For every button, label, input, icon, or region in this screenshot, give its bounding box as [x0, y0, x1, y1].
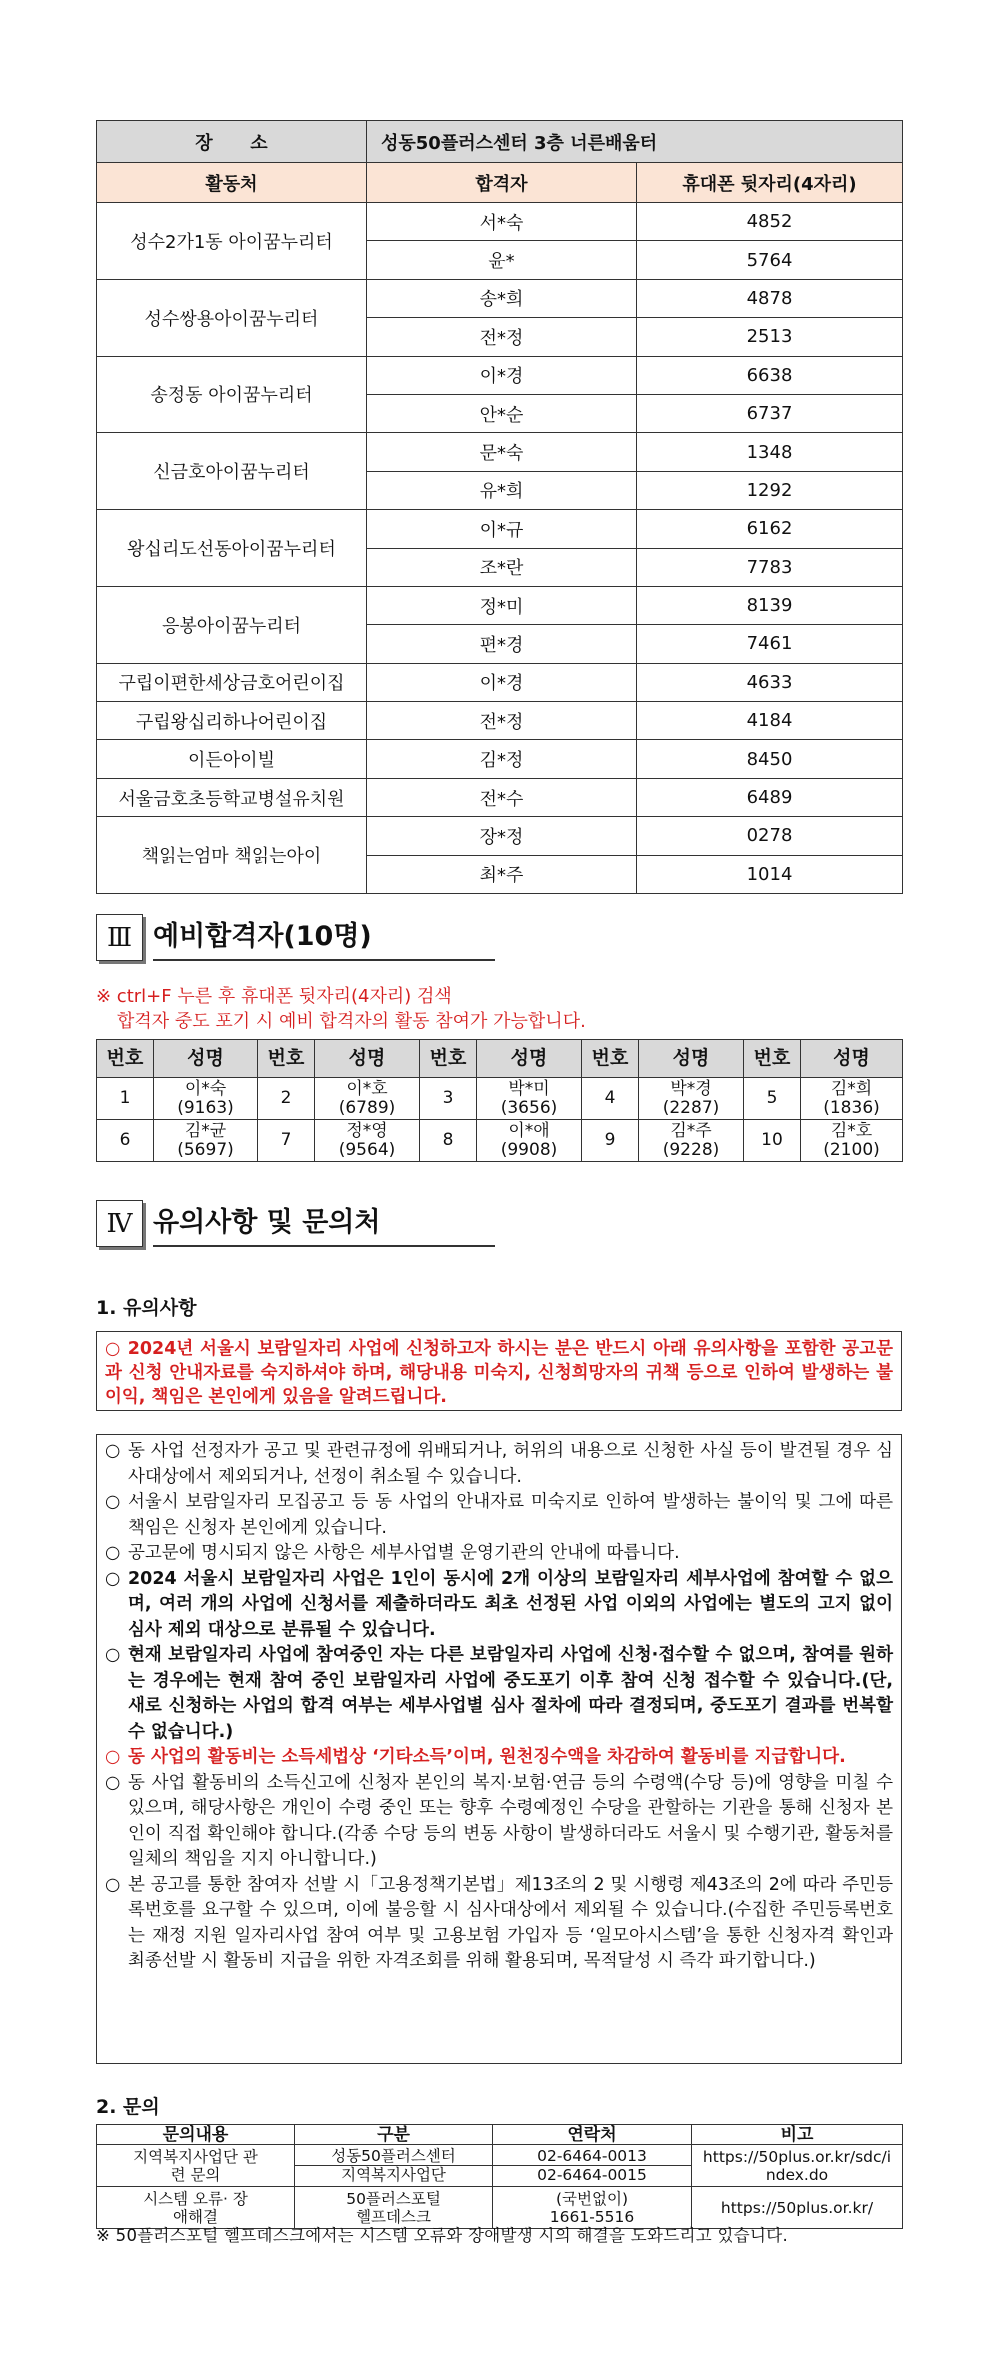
org-name: 구립이편한세상금호어린이집: [97, 663, 367, 701]
reserve-header-no: 번호: [582, 1040, 639, 1078]
section-4-number: Ⅳ: [96, 1200, 143, 1247]
section-4-title: 유의사항 및 문의처: [153, 1201, 495, 1247]
phone-suffix: 1292: [637, 471, 903, 509]
phone-suffix: 4878: [637, 279, 903, 317]
phone-suffix: 2513: [637, 318, 903, 356]
section-3-title: 예비합격자(10명): [153, 915, 495, 961]
reserve-no: 10: [744, 1120, 801, 1162]
person-name: 이*규: [367, 510, 637, 548]
org-name: 송정동 아이꿈누리터: [97, 356, 367, 433]
person-name: 유*희: [367, 471, 637, 509]
section-4-header: [96, 1200, 495, 1247]
person-name: 전*정: [367, 318, 637, 356]
reserve-name: 이*애: [508, 1120, 550, 1141]
phone-suffix: 0278: [637, 817, 903, 855]
notice-text: 본 공고를 통한 참여자 선발 시「고용정책기본법」제13조의 2 및 시행령 제43조의 2에 따라 주민등록번호를 요구할 수 있으며, 이에 불응할 시 심사대상에서 제외될 수 있습니다.(수집한 주민등록번호는 재정 지원 일자리사업 참여 여부 및 고용보험 가입자 등 ‘일모아시스템’을 통한 신청자격 확인과 최종선발 시 활동비 지급을 위한 자격조회를 위해 활용되며, 목적달성 시 즉각 파기합니다.): [128, 1874, 893, 1971]
reserve-person: [315, 1120, 420, 1162]
reserve-phone-suffix: (3656): [500, 1097, 558, 1118]
bullet-icon: ○: [105, 1874, 121, 1895]
person-name: 이*경: [367, 663, 637, 701]
org-name: 성수2가1동 아이꿈누리터: [97, 203, 367, 280]
reserve-name: 이*숙: [184, 1078, 227, 1099]
placement-row: [97, 778, 903, 816]
section-3-number: Ⅲ: [96, 914, 143, 961]
reserve-phone-suffix: (5697): [177, 1139, 234, 1160]
placement-row: [97, 203, 903, 241]
notice-text: 2024 서울시 보람일자리 사업은 1인이 동시에 2개 이상의 보람일자리 세부사업에 참여할 수 없으며, 여러 개의 사업에 신청서를 제출하더라도 최초 선정된 사업 이외의 사업에는 별도의 고지 없이 심사 제외 대상으로 분류될 수 있습니다.: [128, 1568, 893, 1640]
contact-div-2-text: 50플러스포털 헬프데스크: [346, 2189, 441, 2226]
contact-heading: 2. 문의: [96, 2096, 160, 2118]
person-name: 윤*: [367, 241, 637, 279]
section-3-header: [96, 914, 495, 961]
reserve-no: 5: [744, 1078, 801, 1120]
reserve-no: 2: [258, 1078, 315, 1120]
reserve-row: [97, 1078, 903, 1120]
reserve-name: 김*희: [830, 1078, 873, 1099]
bullet-icon: ○: [105, 1441, 121, 1461]
person-name: 이*경: [367, 356, 637, 394]
reserve-phone-suffix: (1836): [823, 1097, 880, 1118]
contact-content-1: [97, 2145, 295, 2187]
placement-row: [97, 702, 903, 740]
org-name: 서울금호초등학교병설유치원: [97, 778, 367, 816]
reserve-person: [315, 1078, 420, 1120]
contact-header-tel: 연락처: [493, 2125, 692, 2145]
reserve-no: 4: [582, 1078, 639, 1120]
person-name: 전*수: [367, 778, 637, 816]
reserve-phone-suffix: (9163): [177, 1097, 234, 1118]
person-name: 문*숙: [367, 433, 637, 471]
notice-item: [105, 1490, 893, 1541]
notices-heading: 1. 유의사항: [96, 1297, 197, 1319]
notice-item: [105, 1745, 893, 1771]
reserve-name: 박*경: [670, 1078, 712, 1099]
notice-item: [105, 1771, 893, 1873]
notice-list: [96, 1434, 902, 2064]
contact-header-content: 문의내용: [97, 2125, 295, 2145]
notice-item: [105, 1873, 893, 1975]
contact-footnote: ※ 50플러스포털 헬프데스크에서는 시스템 오류와 장애발생 시의 해결을 도와드리고 있습니다.: [96, 2226, 789, 2245]
contact-tel-1: [493, 2145, 692, 2187]
contact-tel-2a: (국번없이): [556, 2189, 628, 2208]
person-name: 편*경: [367, 625, 637, 663]
reserve-person: [639, 1120, 744, 1162]
org-name: 구립왕십리하나어린이집: [97, 702, 367, 740]
reserve-header-no: 번호: [744, 1040, 801, 1078]
org-name: 이든아이빌: [97, 740, 367, 778]
contact-link-1[interactable]: https://50plus.or.kr/sdc/index.do: [702, 2147, 892, 2184]
reserve-phone-suffix: (2287): [662, 1097, 720, 1118]
reserve-header-no: 번호: [97, 1040, 154, 1078]
reserve-no: 8: [420, 1120, 477, 1162]
bullet-icon: ○: [105, 1543, 121, 1563]
bullet-icon: ○: [105, 1747, 121, 1767]
reserve-note-line1: ※ ctrl+F 누른 후 휴대폰 뒷자리(4자리) 검색: [96, 986, 452, 1007]
contact-header-note: 비고: [692, 2125, 903, 2145]
reserve-person: [154, 1120, 258, 1162]
contact-header-div: 구분: [295, 2125, 493, 2145]
reserve-person: [639, 1078, 744, 1120]
placement-row: [97, 279, 903, 317]
org-name: 신금호아이꿈누리터: [97, 433, 367, 510]
person-name: 최*주: [367, 855, 637, 893]
reserve-person: [477, 1078, 582, 1120]
reserve-phone-suffix: (2100): [823, 1139, 880, 1160]
reserve-no: 9: [582, 1120, 639, 1162]
notice-item: [105, 1541, 893, 1567]
header-person: 합격자: [367, 163, 637, 203]
notice-text: 동 사업 활동비의 소득신고에 신청자 본인의 복지·보험·연금 등의 수령액(수당 등)에 영향을 미칠 수 있으며, 해당사항은 개인이 수령 중인 또는 향후 수령예정인 수당을 관할하는 기관을 통해 신청자 본인이 직접 확인해야 합니다.(각종 수당 등의 변동 사항이 발생하더라도 서울시 및 수행기관, 활동처를 일체의 책임을 지지 아니합니다.): [128, 1772, 893, 1869]
reserve-name: 김*호: [830, 1120, 873, 1141]
person-name: 정*미: [367, 586, 637, 624]
placement-row: [97, 510, 903, 548]
reserve-note: [96, 984, 586, 1034]
reserve-person: [154, 1078, 258, 1120]
person-name: 서*숙: [367, 203, 637, 241]
reserve-header-name: 성명: [639, 1040, 744, 1078]
reserve-person: [801, 1078, 903, 1120]
phone-suffix: 4184: [637, 702, 903, 740]
warning-text: 2024년 서울시 보람일자리 사업에 신청하고자 하시는 분은 반드시 아래 유의사항을 포함한 공고문과 신청 안내자료를 숙지하셔야 하며, 해당내용 미숙지, 신청희망자의 귀책 등으로 인하여 발생하는 불이익, 책임은 본인에게 있음을 알려드립니다.: [105, 1339, 893, 1407]
phone-suffix: 1348: [637, 433, 903, 471]
reserve-person: [477, 1120, 582, 1162]
phone-suffix: 6638: [637, 356, 903, 394]
notice-text: 공고문에 명시되지 않은 사항은 세부사업별 운영기관의 안내에 따릅니다.: [128, 1543, 680, 1563]
contact-content-2-text: 시스템 오류· 장애해결: [143, 2189, 248, 2226]
phone-suffix: 6737: [637, 394, 903, 432]
org-name: 응봉아이꿈누리터: [97, 586, 367, 663]
contact-div-1a: 성동50플러스센터: [295, 2147, 492, 2166]
contact-table: [96, 2124, 903, 2229]
warning-box: [96, 1331, 902, 1411]
reserve-person: [801, 1120, 903, 1162]
place-label: 장 소: [97, 121, 367, 163]
notice-item: [105, 1567, 893, 1644]
org-name: 책읽는엄마 책읽는아이: [97, 817, 367, 894]
header-org: 활동처: [97, 163, 367, 203]
reserve-row: [97, 1120, 903, 1162]
contact-link-2[interactable]: https://50plus.or.kr/: [720, 2198, 874, 2217]
reserve-header-name: 성명: [801, 1040, 903, 1078]
reserve-name: 김*주: [670, 1120, 712, 1141]
reserve-phone-suffix: (9228): [662, 1139, 720, 1160]
reserve-no: 1: [97, 1078, 154, 1120]
notice-text: 동 사업의 활동비는 소득세법상 ‘기타소득’이며, 원천징수액을 차감하여 활동비를 지급합니다.: [128, 1747, 846, 1767]
reserve-header-name: 성명: [154, 1040, 258, 1078]
placement-row: [97, 740, 903, 778]
header-phone: 휴대폰 뒷자리(4자리): [637, 163, 903, 203]
reserve-header-name: 성명: [315, 1040, 420, 1078]
phone-suffix: 4852: [637, 203, 903, 241]
notice-text: 현재 보람일자리 사업에 참여중인 자는 다른 보람일자리 사업에 신청·접수할 수 없으며, 참여를 원하는 경우에는 현재 참여 중인 보람일자리 사업에 중도포기 이후 참여 신청 접수할 수 있습니다.(단, 새로 신청하는 사업의 합격 여부는 세부사업별 심사 절차에 따라 결정되며, 중도포기 결과를 번복할 수 없습니다.): [128, 1645, 893, 1742]
reserve-name: 김*균: [184, 1120, 227, 1141]
reserve-no: 7: [258, 1120, 315, 1162]
person-name: 김*정: [367, 740, 637, 778]
reserve-no: 6: [97, 1120, 154, 1162]
person-name: 송*희: [367, 279, 637, 317]
contact-tel-1b[interactable]: 02-6464-0015: [537, 2166, 647, 2184]
phone-suffix: 6489: [637, 778, 903, 816]
person-name: 장*정: [367, 817, 637, 855]
placement-table: [96, 120, 903, 894]
bullet-icon: ○: [105, 1645, 121, 1665]
org-name: 성수쌍용아이꿈누리터: [97, 279, 367, 356]
person-name: 전*정: [367, 702, 637, 740]
person-name: 안*순: [367, 394, 637, 432]
phone-suffix: 8139: [637, 586, 903, 624]
notice-text: 서울시 보람일자리 모집공고 등 동 사업의 안내자료 미숙지로 인하여 발생하는 불이익 및 그에 따른 책임은 신청자 본인에게 있습니다.: [128, 1492, 893, 1538]
reserve-phone-suffix: (9564): [338, 1139, 396, 1160]
reserve-no: 3: [420, 1078, 477, 1120]
contact-div-1: [295, 2145, 493, 2187]
reserve-phone-suffix: (9908): [500, 1139, 558, 1160]
contact-tel-1a[interactable]: 02-6464-0013: [493, 2147, 691, 2166]
reserve-name: 박*미: [508, 1078, 550, 1099]
reserve-table: [96, 1039, 903, 1162]
phone-suffix: 1014: [637, 855, 903, 893]
bullet-icon: ○: [105, 1492, 121, 1512]
phone-suffix: 5764: [637, 241, 903, 279]
notice-text: 동 사업 선정자가 공고 및 관련규정에 위배되거나, 허위의 내용으로 신청한 사실 등이 발견될 경우 심사대상에서 제외되거나, 선정이 취소될 수 있습니다.: [128, 1441, 893, 1487]
reserve-name: 이*호: [346, 1078, 388, 1099]
bullet-icon: ○: [105, 1772, 121, 1793]
phone-suffix: 7461: [637, 625, 903, 663]
placement-row: [97, 586, 903, 624]
phone-suffix: 6162: [637, 510, 903, 548]
placement-row: [97, 817, 903, 855]
person-name: 조*란: [367, 548, 637, 586]
reserve-header-no: 번호: [258, 1040, 315, 1078]
reserve-note-line2: 합격자 중도 포기 시 예비 합격자의 활동 참여가 가능합니다.: [117, 1011, 586, 1032]
phone-suffix: 4633: [637, 663, 903, 701]
org-name: 왕십리도선동아이꿈누리터: [97, 510, 367, 587]
placement-row: [97, 433, 903, 471]
phone-suffix: 8450: [637, 740, 903, 778]
phone-suffix: 7783: [637, 548, 903, 586]
contact-content-1-text: 지역복지사업단 관련 문의: [133, 2147, 258, 2184]
reserve-name: 정*영: [346, 1120, 388, 1141]
placement-row: [97, 356, 903, 394]
reserve-header-no: 번호: [420, 1040, 477, 1078]
reserve-phone-suffix: (6789): [338, 1097, 396, 1118]
placement-row: [97, 663, 903, 701]
bullet-icon: ○: [105, 1568, 121, 1589]
contact-note-1: [692, 2145, 903, 2187]
notice-item: [105, 1439, 893, 1490]
place-value: 성동50플러스센터 3층 너른배움터: [367, 121, 903, 163]
contact-div-1b: 지역복지사업단: [341, 2166, 446, 2184]
notice-item: [105, 1643, 893, 1745]
bullet-icon: ○: [105, 1339, 121, 1359]
contact-tel-2b[interactable]: 1661-5516: [549, 2207, 635, 2226]
reserve-header-name: 성명: [477, 1040, 582, 1078]
